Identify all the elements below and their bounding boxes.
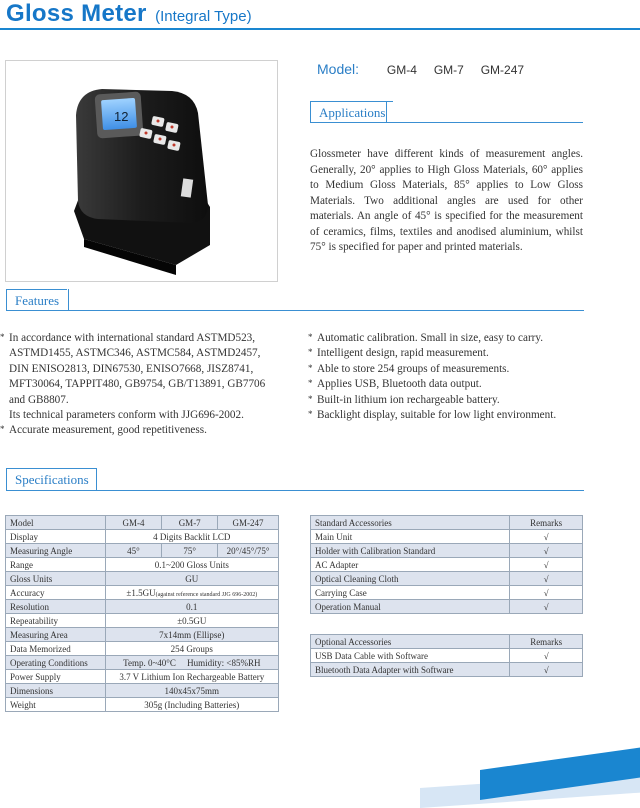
accuracy-note: (against reference standard JJG 696-2002) (155, 591, 258, 598)
spec-label: Accuracy (6, 586, 106, 600)
model-value-1: GM-4 (386, 63, 417, 77)
spec-value: 7x14mm (Ellipse) (105, 628, 278, 642)
spec-value: GU (105, 572, 278, 586)
feature-item: * Built-in lithium ion rechargeable battery. (308, 393, 608, 408)
spec-value: 140x45x75mm (105, 684, 278, 698)
spec-label: Weight (6, 698, 106, 712)
features-box-edge (68, 289, 69, 310)
spec-value: GM-4 (105, 516, 162, 530)
spec-label: Data Memorized (6, 642, 106, 656)
feature-item: DIN ENISO2813, DIN67530, ENISO7668, JISZ8741, (9, 362, 254, 375)
applications-heading: Applications (310, 101, 393, 123)
table-row (6, 698, 279, 712)
specifications-rule (6, 490, 584, 491)
specifications-box-edge (96, 468, 97, 490)
feature-item: MFT30064, TAPPIT480, GB9754, GB/T13891, GB7706 (9, 378, 266, 391)
spec-value: 0.1 (105, 600, 278, 614)
lcd-reading: 12 (114, 109, 129, 124)
accessory-check: √ (510, 600, 583, 614)
title-main: Gloss Meter (6, 0, 147, 27)
table-row (6, 544, 279, 558)
table-row (311, 663, 583, 677)
table-row (6, 516, 279, 530)
table-row (6, 558, 279, 572)
table-row (6, 642, 279, 656)
applications-text: Glossmeter have different kinds of measurement angles. Generally, 20° applies to High Gloss Materials, 60° applies to Medium Gloss Materials, 85° applies to Low Gloss Materials. Two additional angles are used for other materials. An angle of 45° is specified for the measurement of ceramics, films, textiles and anodised aluminium, whilst 75° is specified for paper and printed materials. (310, 148, 583, 253)
model-line (317, 61, 537, 77)
table-row (311, 516, 583, 530)
table-row (311, 544, 583, 558)
features-heading: Features (6, 289, 67, 311)
standard-accessories-table (310, 515, 583, 614)
spec-value: 3.7 V Lithium Ion Rechargeable Battery (105, 670, 278, 684)
model-value-3: GM-247 (480, 63, 525, 77)
optional-accessories-table (310, 634, 583, 677)
spec-label: Measuring Angle (6, 544, 106, 558)
accessory-check: √ (510, 544, 583, 558)
feature-item: * Applies USB, Bluetooth data output. (308, 377, 608, 392)
temp-value: Temp. 0~40°C (123, 657, 176, 668)
table-row (6, 656, 279, 670)
feature-item: * Accurate measurement, good repetitiveness. (0, 423, 300, 438)
feature-item: Its technical parameters conform with JJG696-2002. (9, 409, 244, 422)
table-row (6, 684, 279, 698)
accessory-check: √ (510, 586, 583, 600)
spec-value: 0.1~200 Gloss Units (105, 558, 278, 572)
table-row (6, 572, 279, 586)
title-rule (0, 28, 640, 30)
feature-item: * Intelligent design, rapid measurement. (308, 346, 608, 361)
model-value-2: GM-7 (433, 63, 464, 77)
feature-item: and GB8807. (9, 393, 69, 406)
accessories-header: Standard Accessories (311, 516, 510, 530)
feature-item: * Backlight display, suitable for low light environment. (308, 408, 608, 423)
product-photo (5, 60, 278, 282)
spec-value: 305g (Including Batteries) (105, 698, 278, 712)
specifications-heading: Specifications (6, 468, 97, 490)
spec-value (105, 586, 278, 600)
table-row (311, 649, 583, 663)
applications-box-edge (386, 101, 387, 122)
features-right-list (308, 331, 608, 423)
spec-label: Operating Conditions (6, 656, 106, 670)
table-row (6, 614, 279, 628)
feature-item: * Able to store 254 groups of measurements. (308, 362, 608, 377)
feature-item: * Automatic calibration. Small in size, easy to carry. (308, 331, 608, 346)
remarks-header: Remarks (510, 635, 583, 649)
spec-label: Gloss Units (6, 572, 106, 586)
accessory-check: √ (510, 572, 583, 586)
spec-label: Model (6, 516, 106, 530)
spec-value: 20°/45°/75° (218, 544, 279, 558)
humidity-value: Humidity: <85%RH (187, 657, 261, 668)
table-row (311, 530, 583, 544)
table-row (6, 586, 279, 600)
accessory-name: Holder with Calibration Standard (311, 544, 510, 558)
spec-value: 4 Digits Backlit LCD (105, 530, 278, 544)
features-left-list (0, 331, 300, 439)
accessory-name: USB Data Cable with Software (311, 649, 510, 663)
table-row (6, 628, 279, 642)
table-row (311, 572, 583, 586)
spec-label: Power Supply (6, 670, 106, 684)
spec-label: Repeatability (6, 614, 106, 628)
table-row (6, 670, 279, 684)
accessory-name: Operation Manual (311, 600, 510, 614)
table-row (6, 530, 279, 544)
spec-label: Display (6, 530, 106, 544)
table-row (311, 586, 583, 600)
title-sub: (Integral Type) (155, 8, 252, 25)
accessory-check: √ (510, 663, 583, 677)
spec-label: Range (6, 558, 106, 572)
feature-item: ASTMD1455, ASTMC346, ASTMC584, ASTMD2457, (9, 347, 261, 360)
accessory-name: Main Unit (311, 530, 510, 544)
table-row (311, 635, 583, 649)
gloss-meter-device-image (6, 61, 277, 281)
accuracy-value: ±1.5GU (126, 587, 156, 598)
accessory-check: √ (510, 649, 583, 663)
table-row (311, 600, 583, 614)
accessory-name: Optical Cleaning Cloth (311, 572, 510, 586)
spec-value: 45° (105, 544, 162, 558)
remarks-header: Remarks (510, 516, 583, 530)
accessory-name: Carrying Case (311, 586, 510, 600)
accessory-check: √ (510, 530, 583, 544)
applications-rule (310, 122, 583, 123)
spec-value: 75° (162, 544, 218, 558)
accessory-name: AC Adapter (311, 558, 510, 572)
model-label: Model: (317, 61, 360, 77)
table-row (6, 600, 279, 614)
feature-item: * In accordance with international standard ASTMD523, (0, 331, 300, 346)
spec-value: 254 Groups (105, 642, 278, 656)
spec-value: GM-247 (218, 516, 279, 530)
spec-label: Resolution (6, 600, 106, 614)
page-title (6, 0, 252, 28)
spec-label: Dimensions (6, 684, 106, 698)
table-row (311, 558, 583, 572)
accessories-header: Optional Accessories (311, 635, 510, 649)
spec-value: ±0.5GU (105, 614, 278, 628)
spec-label: Measuring Area (6, 628, 106, 642)
spec-value (105, 656, 278, 670)
accessory-name: Bluetooth Data Adapter with Software (311, 663, 510, 677)
features-rule (6, 310, 584, 311)
specifications-table (5, 515, 279, 712)
spec-value: GM-7 (162, 516, 218, 530)
accessory-check: √ (510, 558, 583, 572)
